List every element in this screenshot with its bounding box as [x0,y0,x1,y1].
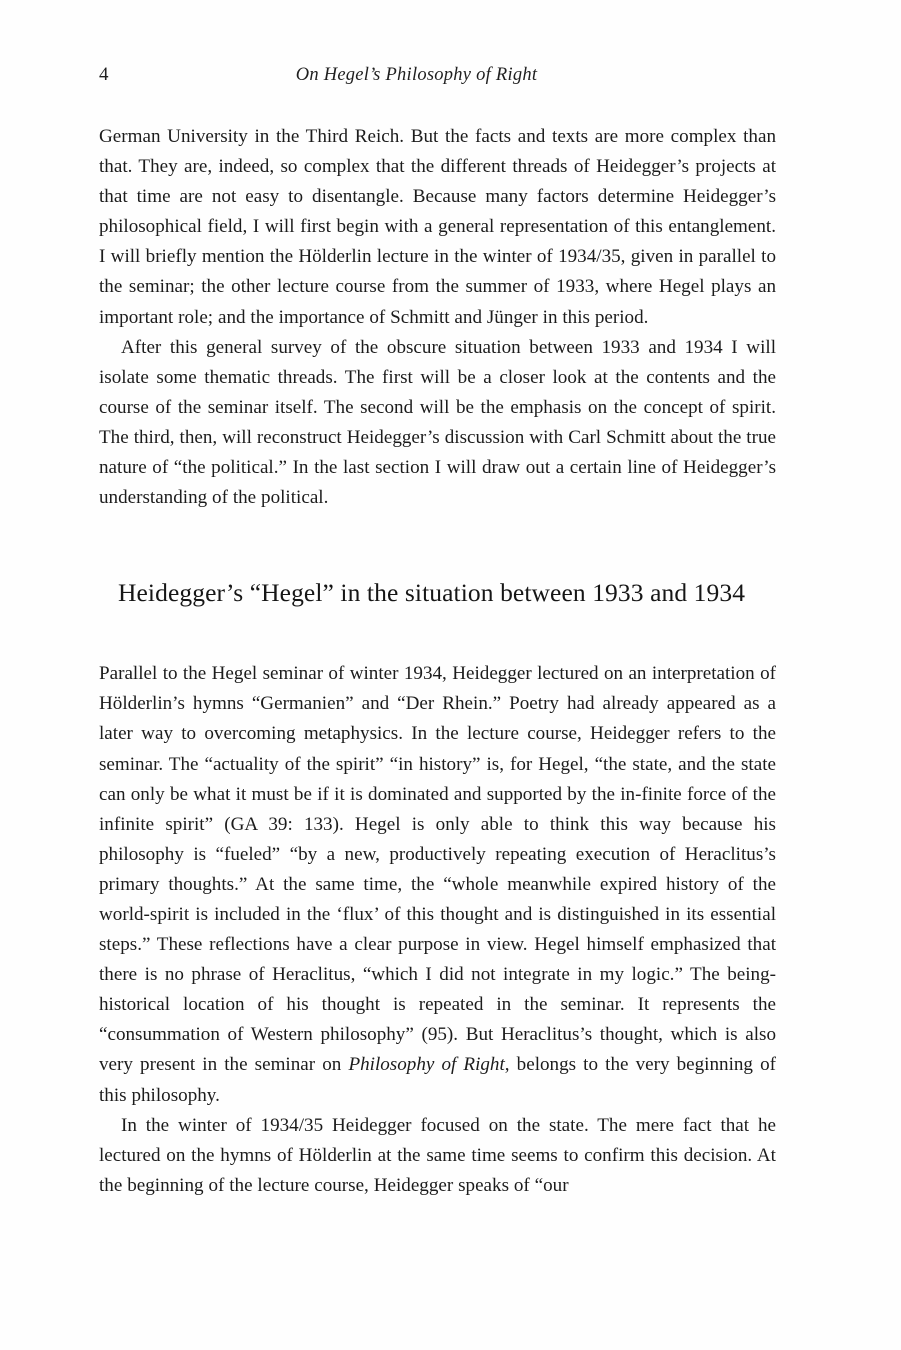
page-number: 4 [99,64,109,85]
paragraph-1: German University in the Third Reich. But the facts and texts are more complex than that. They are, indeed, so complex that the different threads of Heidegger’s projects at that time are not easy to disentangle. Because many factors determine Heidegger’s philosophical field, I will first begin with a general representation of this entanglement. I will briefly mention the Hölderlin lecture in the winter of 1934/35, given in parallel to the seminar; the other lecture course from the summer of 1933, where Hegel plays an important role; and the importance of Schmitt and Jünger in this period. [99,126,776,328]
spacer-after-heading [99,610,776,659]
spacer-before-heading [99,513,776,576]
text-block [99,122,776,1201]
running-title: On Hegel’s Philosophy of Right [295,65,538,85]
paragraph-3-text-after-title: , belongs to the very beginning of this philosophy. [99,1054,776,1106]
paragraph-3 [99,659,776,1110]
paragraph-4: In the winter of 1934/35 Heidegger focused on the state. The mere fact that he lectured on the hymns of Hölderlin at the same time seems to confirm this decision. At the beginning of the lecture course, Heidegger speaks of “our [99,1114,776,1196]
book-title-philosophy-of-right: Philosophy of Right [348,1054,505,1076]
running-head [99,62,776,88]
section-heading: Heidegger’s “Hegel” in the situation between 1933 and 1934 [118,578,746,608]
paragraph-2: After this general survey of the obscure situation between 1933 and 1934 I will isolate some thematic threads. The first will be a closer look at the contents and the course of the seminar itself. The second will be the emphasis on the concept of spirit. The third, then, will reconstruct Heidegger’s discussion with Carl Schmitt about the true nature of “the political.” In the last section I will draw out a certain line of Heidegger’s understanding of the political. [99,336,776,509]
paragraph-3-text-before-title: Parallel to the Hegel seminar of winter 1934, Heidegger lectured on an interpretation of Hölderlin’s hymns “Germanien” and “Der Rhein.” Poetry had already appeared as a later way to overcoming metaphysics. In the lecture course, Heidegger refers to the seminar. The “actuality of the spirit” “in history” is, for Hegel, “the state, and the state can only be what it must be if it is dominated and supported by the in-finite force of the infinite spirit” (GA 39: 133). Hegel is only able to think this way because his philosophy is “fueled” “by a new, productively repeating execution of Heraclitus’s primary thoughts.” At the same time, the “whole meanwhile expired history of the world-spirit is included in the ‘flux’ of this thought and is distinguished in its essential steps.” These reflections have a clear purpose in view. Hegel himself emphasized that there is no phrase of Heraclitus, “which I did not integrate in my logic.” The being-historical location of his thought is repeated in the seminar. It represents the “consummation of Western philosophy” (95). But Heraclitus’s thought, which is also very present in the seminar on [99,663,776,1076]
